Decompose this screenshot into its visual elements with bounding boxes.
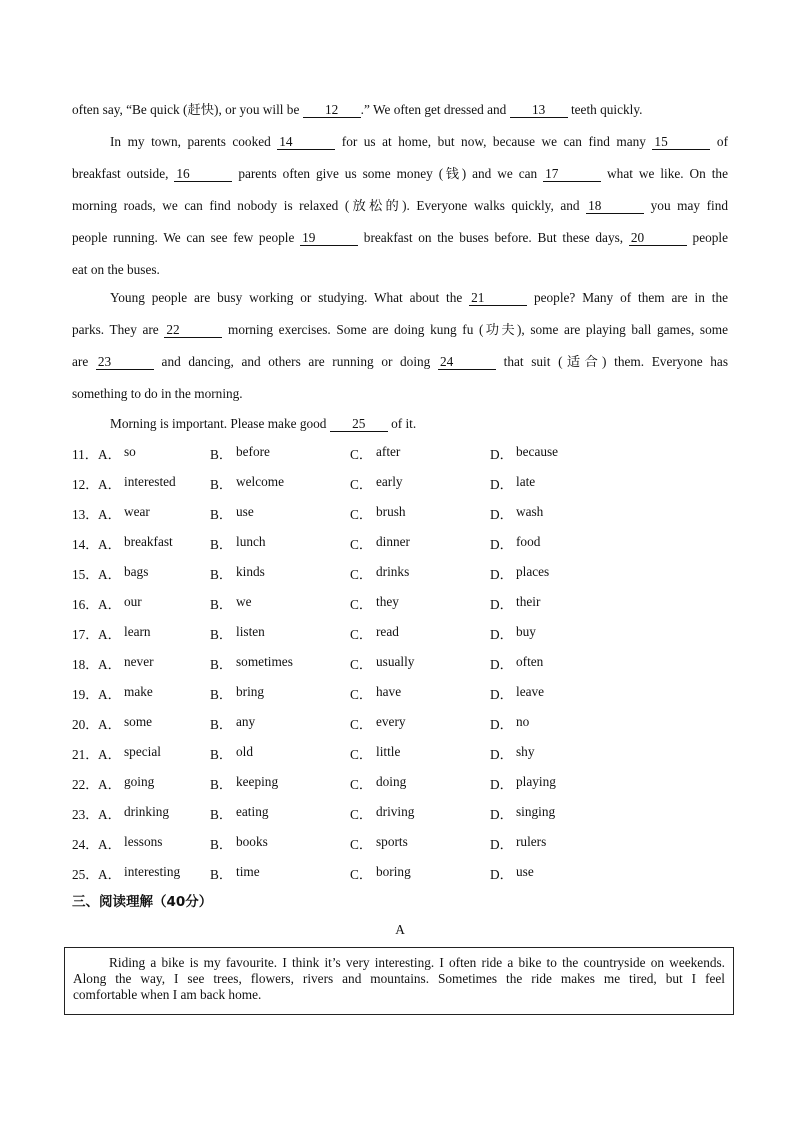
option-text: every: [376, 713, 406, 729]
option-c: [350, 474, 490, 493]
passage-text: breakfast outside,: [72, 166, 175, 181]
passage-text: you may find: [644, 198, 728, 213]
option-letter: A．: [98, 866, 121, 882]
blank-23: 23: [96, 355, 154, 370]
option-text: sometimes: [236, 653, 293, 669]
question-number: 20．: [72, 716, 99, 732]
option-b: [210, 684, 350, 703]
passage-text: what we like. On the: [601, 166, 728, 181]
passage-text: breakfast on the buses before. But these days,: [358, 230, 629, 245]
blank-19: 19: [300, 231, 358, 246]
passage-text: of it.: [387, 416, 417, 431]
option-letter: B．: [210, 656, 233, 672]
option-d: [490, 744, 630, 763]
option-b: [210, 624, 350, 643]
option-c: [350, 774, 490, 793]
option-c: [350, 714, 490, 733]
option-letter: B．: [210, 506, 233, 522]
question-row: [72, 528, 732, 558]
option-letter: D．: [490, 866, 513, 882]
option-text: because: [516, 443, 559, 459]
option-text: lessons: [124, 833, 163, 849]
passage-line: [72, 314, 728, 346]
option-a: [98, 564, 210, 583]
option-text: usually: [376, 653, 415, 669]
option-letter: A．: [98, 596, 121, 612]
option-letter: C．: [350, 866, 373, 882]
option-d: [490, 654, 630, 673]
passage-text: are: [72, 354, 96, 369]
question-row: [72, 828, 732, 858]
option-b: [210, 564, 350, 583]
option-text: leave: [516, 683, 545, 699]
passage-text: eat on the buses.: [72, 262, 160, 277]
option-letter: C．: [350, 566, 373, 582]
reading-line: Riding a bike is my favourite. I think it’s very interesting. I often ride a bike to the countryside on weekends.: [109, 955, 725, 970]
option-letter: B．: [210, 476, 233, 492]
option-letter: D．: [490, 806, 513, 822]
passage-line: [72, 190, 728, 222]
reading-passage-box: [64, 947, 734, 1015]
option-text: make: [124, 683, 153, 699]
option-letter: C．: [350, 716, 373, 732]
option-text: read: [376, 623, 399, 639]
option-letter: C．: [350, 626, 373, 642]
blank-17: 17: [543, 167, 601, 182]
option-d: [490, 444, 630, 463]
option-letter: B．: [210, 536, 233, 552]
passage-text: that suit (适合) them. Everyone has: [495, 354, 728, 369]
option-c: [350, 444, 490, 463]
question-row: [72, 738, 732, 768]
passage-line: [72, 254, 728, 282]
option-text: often: [516, 653, 544, 669]
option-b: [210, 504, 350, 523]
option-text: our: [124, 593, 142, 609]
option-letter: C．: [350, 746, 373, 762]
option-text: no: [516, 713, 530, 729]
option-text: after: [376, 443, 401, 459]
option-c: [350, 834, 490, 853]
blank-15: 15: [652, 135, 710, 150]
option-text: late: [516, 473, 536, 489]
option-text: old: [236, 743, 253, 759]
option-b: [210, 834, 350, 853]
option-b: [210, 864, 350, 883]
option-letter: A．: [98, 536, 121, 552]
option-c: [350, 864, 490, 883]
passage-line: [72, 222, 728, 254]
option-a: [98, 534, 210, 553]
option-letter: C．: [350, 656, 373, 672]
question-row: [72, 798, 732, 828]
option-letter: B．: [210, 836, 233, 852]
option-d: [490, 774, 630, 793]
option-text: driving: [376, 803, 415, 819]
question-row: [72, 678, 732, 708]
option-letter: A．: [98, 746, 121, 762]
option-b: [210, 534, 350, 553]
option-text: places: [516, 563, 550, 579]
option-letter: B．: [210, 746, 233, 762]
blank-25: 25: [330, 417, 388, 432]
option-d: [490, 804, 630, 823]
passage-text: parks. They are: [72, 322, 165, 337]
section-title: 三、阅读理解（40分）: [72, 894, 213, 910]
option-letter: B．: [210, 686, 233, 702]
blank-12: 12: [303, 103, 361, 118]
option-d: [490, 564, 630, 583]
option-text: little: [376, 743, 401, 759]
option-c: [350, 504, 490, 523]
blank-21: 21: [469, 291, 527, 306]
option-letter: B．: [210, 716, 233, 732]
option-d: [490, 864, 630, 883]
passage-text: .” We often get dressed and: [360, 102, 510, 117]
question-number: 15．: [72, 566, 99, 582]
question-number: 23．: [72, 806, 99, 822]
question-number: 19．: [72, 686, 99, 702]
option-c: [350, 654, 490, 673]
option-text: breakfast: [124, 533, 173, 549]
question-number: 11．: [72, 446, 99, 462]
question-row: [72, 708, 732, 738]
option-text: lunch: [236, 533, 266, 549]
reading-line: Along the way, I see trees, flowers, rivers and mountains. Sometimes the ride makes me tired, but I feel: [73, 971, 725, 986]
option-a: [98, 774, 210, 793]
option-text: special: [124, 743, 161, 759]
option-letter: C．: [350, 446, 373, 462]
blank-22: 22: [164, 323, 222, 338]
passage-line: [72, 408, 728, 440]
option-text: some: [124, 713, 153, 729]
paragraph-4: [72, 408, 728, 440]
reading-line: comfortable when I am back home.: [73, 987, 262, 1002]
option-text: bags: [124, 563, 149, 579]
option-letter: C．: [350, 686, 373, 702]
option-letter: A．: [98, 626, 121, 642]
question-row: [72, 648, 732, 678]
blank-14: 14: [277, 135, 335, 150]
option-letter: D．: [490, 446, 513, 462]
option-letter: C．: [350, 476, 373, 492]
option-text: their: [516, 593, 541, 609]
option-a: [98, 594, 210, 613]
passage-text: morning roads, we can find nobody is relaxed (放松的). Everyone walks quickly, and: [72, 198, 587, 213]
question-number: 13．: [72, 506, 99, 522]
option-letter: A．: [98, 446, 121, 462]
option-letter: C．: [350, 836, 373, 852]
option-text: interesting: [124, 863, 181, 879]
passage-text: and dancing, and others are running or doing: [153, 354, 438, 369]
question-number: 14．: [72, 536, 99, 552]
option-text: have: [376, 683, 402, 699]
passage-text: parents often give us some money (钱) and we can: [232, 166, 544, 181]
option-a: [98, 444, 210, 463]
passage-text: people? Many of them are in the: [527, 290, 728, 305]
option-c: [350, 744, 490, 763]
option-letter: B．: [210, 866, 233, 882]
option-text: buy: [516, 623, 536, 639]
option-text: doing: [376, 773, 407, 789]
question-row: [72, 468, 732, 498]
question-row: [72, 858, 732, 888]
paragraph-1: [72, 94, 728, 126]
cloze-passage: [72, 94, 728, 440]
option-letter: A．: [98, 716, 121, 732]
option-letter: A．: [98, 506, 121, 522]
option-letter: B．: [210, 596, 233, 612]
option-c: [350, 594, 490, 613]
passage-line: [72, 346, 728, 378]
option-letter: A．: [98, 836, 121, 852]
option-d: [490, 684, 630, 703]
passage-text: morning exercises. Some are doing kung fu (功夫), some are playing ball games, some: [222, 322, 728, 337]
passage-text: teeth quickly.: [567, 102, 643, 117]
blank-20: 20: [629, 231, 687, 246]
option-a: [98, 804, 210, 823]
option-text: shy: [516, 743, 535, 759]
passage-text: Young people are busy working or studying. What about the: [110, 290, 470, 305]
option-letter: A．: [98, 776, 121, 792]
passage-line: [72, 158, 728, 190]
passage-text: often say, “Be quick (赶快), or you will be: [72, 102, 303, 117]
option-text: time: [236, 863, 260, 879]
question-number: 25．: [72, 866, 99, 882]
passage-line: [72, 94, 728, 126]
option-letter: D．: [490, 686, 513, 702]
option-letter: B．: [210, 806, 233, 822]
option-text: bring: [236, 683, 265, 699]
question-number: 18．: [72, 656, 99, 672]
option-d: [490, 504, 630, 523]
passage-line: [72, 282, 728, 314]
option-text: wear: [124, 503, 150, 519]
blank-13: 13: [510, 103, 568, 118]
part-label: A: [395, 922, 405, 937]
question-row: [72, 438, 732, 468]
option-text: use: [236, 503, 254, 519]
option-text: wash: [516, 503, 544, 519]
option-b: [210, 444, 350, 463]
option-text: listen: [236, 623, 265, 639]
option-text: kinds: [236, 563, 265, 579]
option-letter: D．: [490, 836, 513, 852]
option-letter: C．: [350, 776, 373, 792]
option-letter: D．: [490, 536, 513, 552]
option-d: [490, 534, 630, 553]
options-list: [72, 438, 732, 888]
question-number: 12．: [72, 476, 99, 492]
passage-text: people: [686, 230, 728, 245]
option-text: going: [124, 773, 155, 789]
option-letter: D．: [490, 476, 513, 492]
option-d: [490, 624, 630, 643]
option-text: before: [236, 443, 270, 459]
option-text: drinking: [124, 803, 170, 819]
option-letter: D．: [490, 776, 513, 792]
option-d: [490, 474, 630, 493]
option-text: playing: [516, 773, 556, 789]
option-d: [490, 834, 630, 853]
option-c: [350, 684, 490, 703]
option-letter: B．: [210, 626, 233, 642]
blank-16: 16: [174, 167, 232, 182]
question-row: [72, 558, 732, 588]
option-text: use: [516, 863, 534, 879]
option-letter: B．: [210, 446, 233, 462]
option-text: they: [376, 593, 399, 609]
option-c: [350, 624, 490, 643]
option-b: [210, 744, 350, 763]
option-letter: B．: [210, 566, 233, 582]
option-b: [210, 594, 350, 613]
option-text: we: [236, 593, 252, 609]
question-number: 22．: [72, 776, 99, 792]
option-letter: D．: [490, 566, 513, 582]
option-text: dinner: [376, 533, 410, 549]
passage-text: In my town, parents cooked: [110, 134, 278, 149]
option-c: [350, 534, 490, 553]
option-b: [210, 804, 350, 823]
option-text: drinks: [376, 563, 410, 579]
option-letter: C．: [350, 536, 373, 552]
paragraph-3: [72, 282, 728, 408]
question-row: [72, 588, 732, 618]
passage-line: [72, 126, 728, 158]
question-row: [72, 618, 732, 648]
passage-text: something to do in the morning.: [72, 386, 243, 401]
option-text: interested: [124, 473, 176, 489]
passage-line: [72, 378, 728, 408]
option-text: books: [236, 833, 268, 849]
question-number: 21．: [72, 746, 99, 762]
option-text: brush: [376, 503, 406, 519]
option-text: boring: [376, 863, 411, 879]
option-letter: A．: [98, 686, 121, 702]
option-c: [350, 564, 490, 583]
option-letter: D．: [490, 656, 513, 672]
option-d: [490, 594, 630, 613]
passage-text: Morning is important. Please make good: [110, 416, 330, 431]
option-letter: C．: [350, 506, 373, 522]
option-letter: D．: [490, 596, 513, 612]
option-letter: B．: [210, 776, 233, 792]
option-text: welcome: [236, 473, 284, 489]
option-letter: A．: [98, 656, 121, 672]
option-a: [98, 864, 210, 883]
option-a: [98, 744, 210, 763]
option-text: so: [124, 443, 136, 459]
question-row: [72, 498, 732, 528]
option-b: [210, 774, 350, 793]
option-b: [210, 654, 350, 673]
option-letter: D．: [490, 746, 513, 762]
option-text: learn: [124, 623, 151, 639]
passage-text: of: [710, 134, 728, 149]
option-text: never: [124, 653, 154, 669]
passage-text: for us at home, but now, because we can find many: [335, 134, 653, 149]
passage-text: people running. We can see few people: [72, 230, 301, 245]
option-c: [350, 804, 490, 823]
question-row: [72, 768, 732, 798]
option-a: [98, 684, 210, 703]
option-text: rulers: [516, 833, 547, 849]
option-b: [210, 714, 350, 733]
option-a: [98, 474, 210, 493]
option-text: any: [236, 713, 256, 729]
option-a: [98, 714, 210, 733]
paragraph-2: [72, 126, 728, 282]
option-letter: D．: [490, 716, 513, 732]
option-b: [210, 474, 350, 493]
option-a: [98, 834, 210, 853]
option-a: [98, 654, 210, 673]
option-text: singing: [516, 803, 556, 819]
option-letter: A．: [98, 566, 121, 582]
option-text: food: [516, 533, 541, 549]
option-text: eating: [236, 803, 269, 819]
option-letter: D．: [490, 506, 513, 522]
option-text: early: [376, 473, 403, 489]
option-d: [490, 714, 630, 733]
option-text: keeping: [236, 773, 279, 789]
option-a: [98, 504, 210, 523]
option-letter: D．: [490, 626, 513, 642]
option-letter: C．: [350, 806, 373, 822]
option-letter: A．: [98, 476, 121, 492]
option-letter: A．: [98, 806, 121, 822]
blank-24: 24: [438, 355, 496, 370]
question-number: 24．: [72, 836, 99, 852]
option-letter: C．: [350, 596, 373, 612]
option-a: [98, 624, 210, 643]
question-number: 16．: [72, 596, 99, 612]
option-text: sports: [376, 833, 408, 849]
question-number: 17．: [72, 626, 99, 642]
blank-18: 18: [586, 199, 644, 214]
